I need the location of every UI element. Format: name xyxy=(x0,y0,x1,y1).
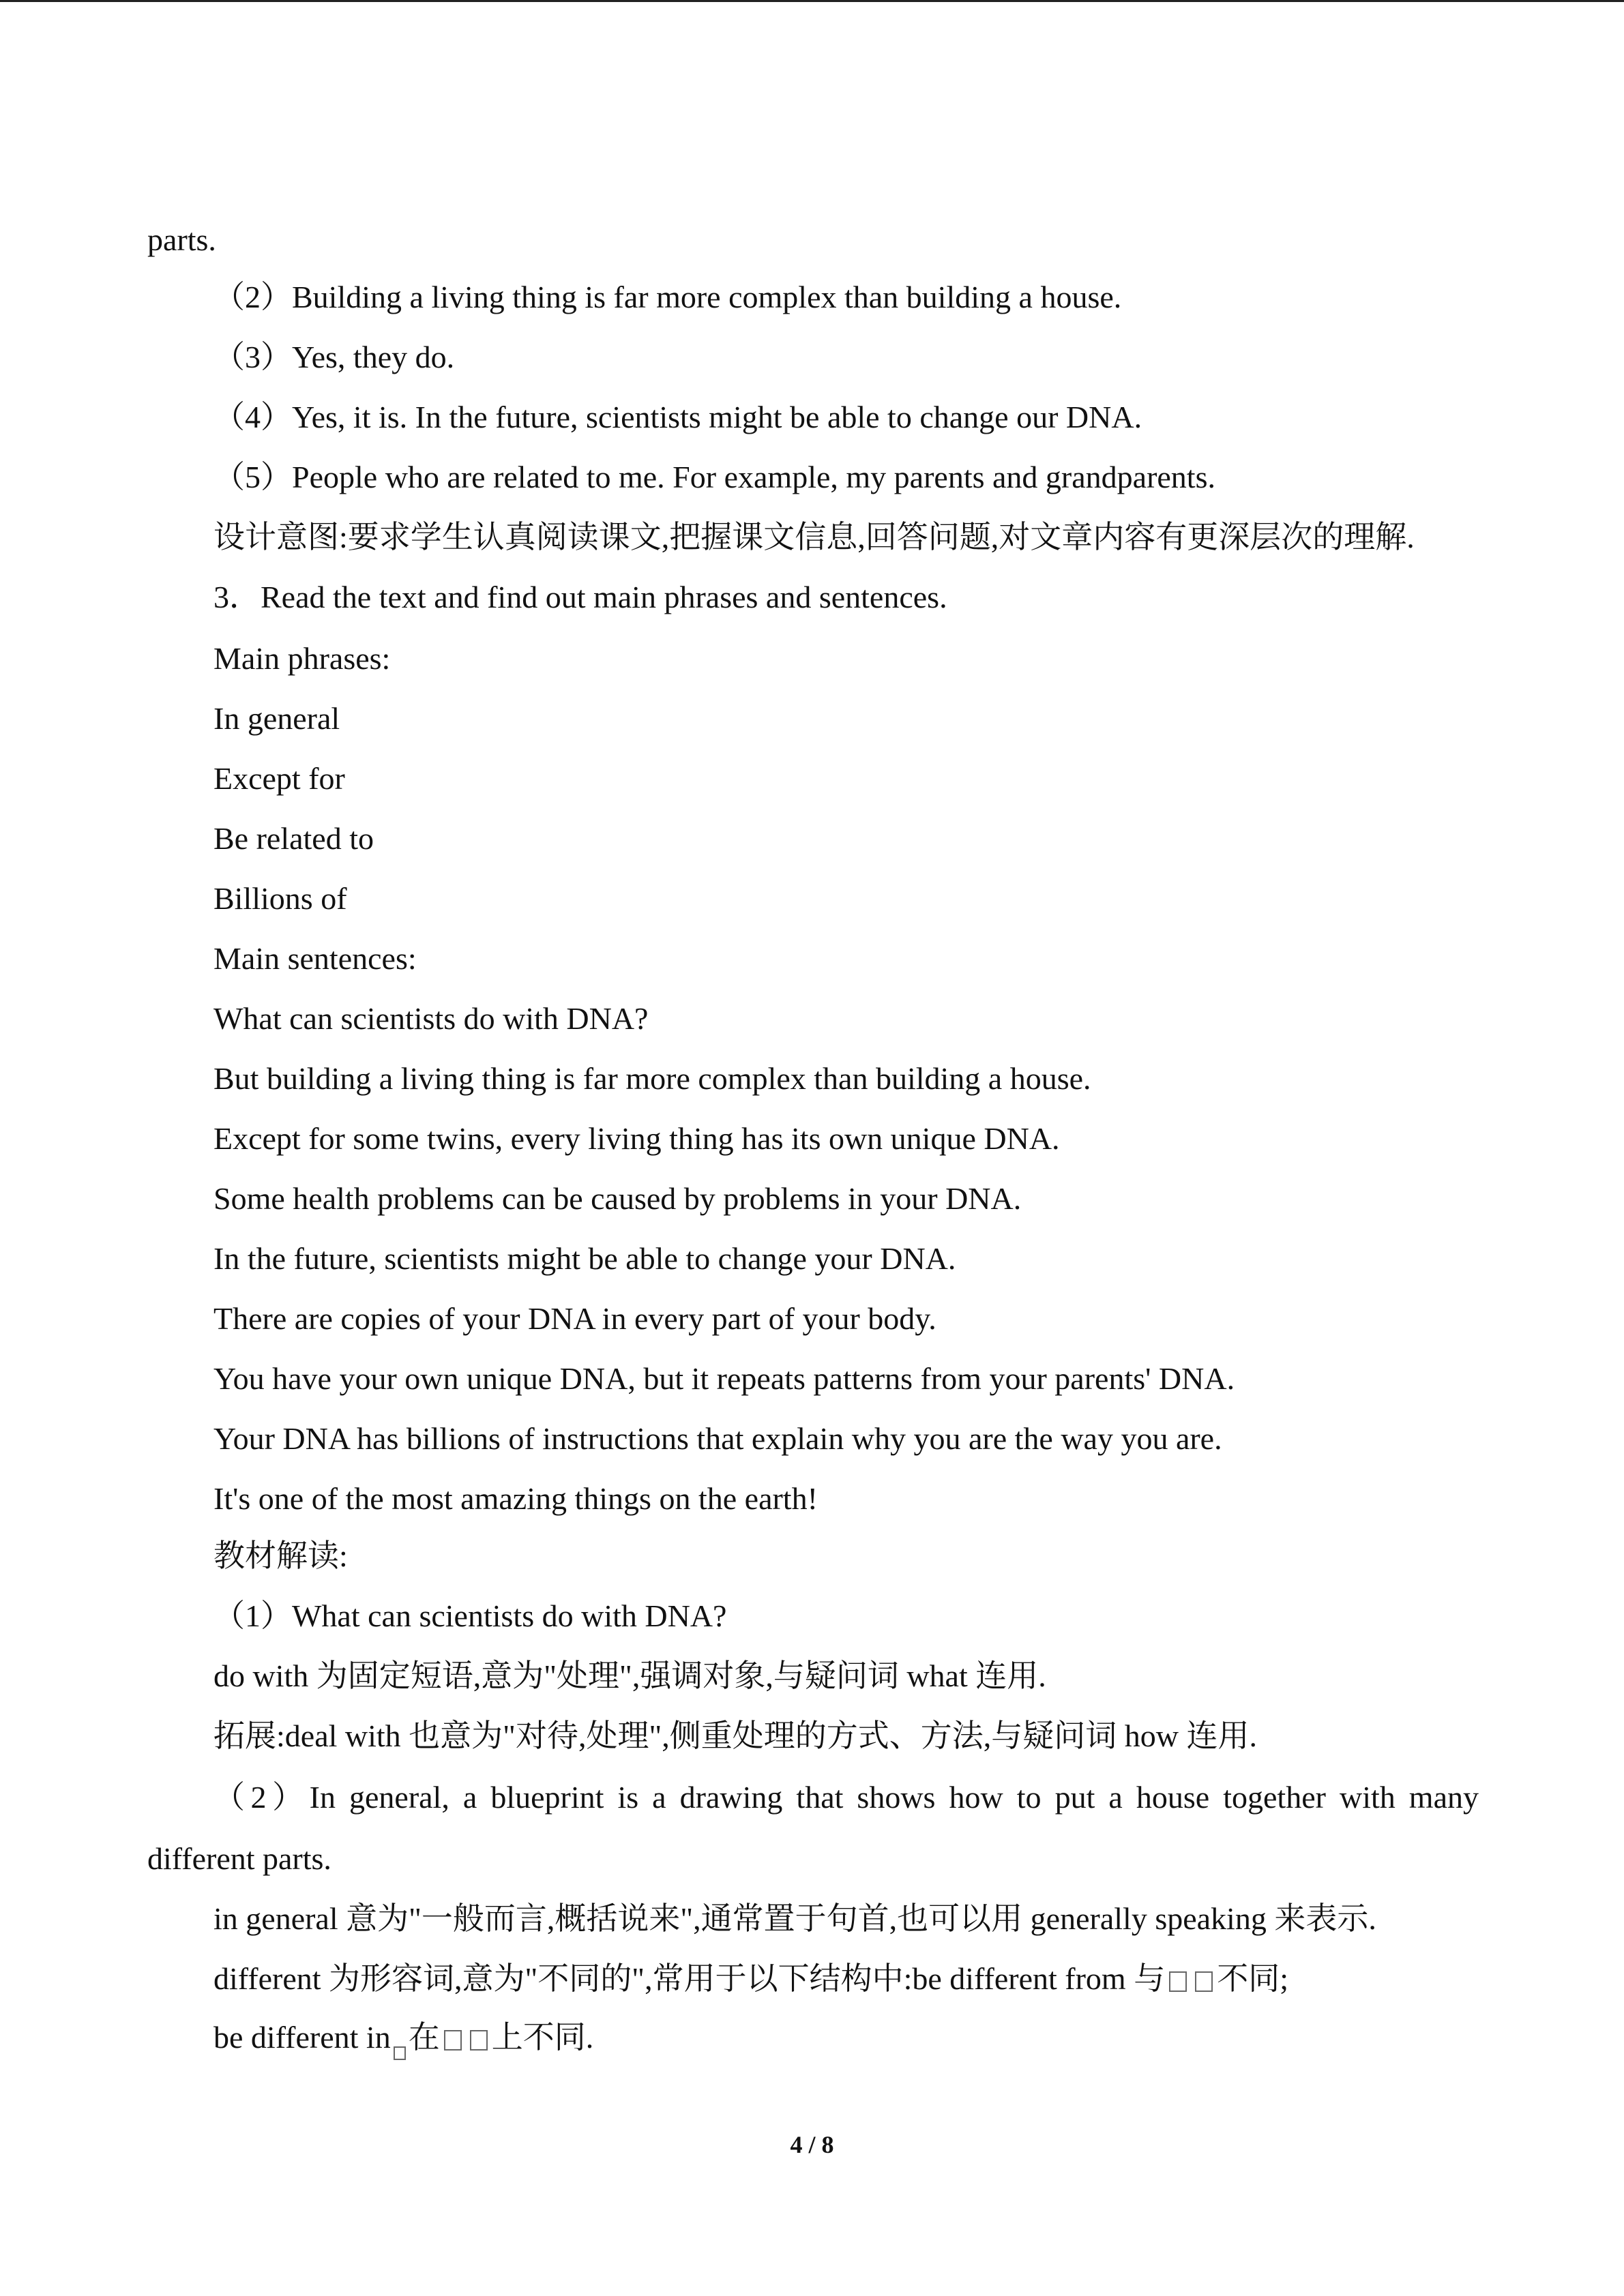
answer-4: （4）Yes, it is. In the future, scientists might be able to change our DNA. xyxy=(213,400,1142,434)
design-intent: 设计意图:要求学生认真阅读课文,把握课文信息,回答问题,对文章内容有更深层次的理解. xyxy=(213,520,1415,554)
phrase-item: Be related to xyxy=(213,821,374,856)
blank-box xyxy=(470,2030,488,2051)
blank-box xyxy=(1195,1971,1213,1992)
text-line-parts: parts. xyxy=(147,222,216,257)
different-in-line xyxy=(213,2017,593,2060)
sentence-item: But building a living thing is far more complex than building a house. xyxy=(213,1061,1091,1096)
blank-box xyxy=(444,2030,462,2051)
sentence-item: You have your own unique DNA, but it repeats patterns from your parents' DNA. xyxy=(213,1361,1235,1396)
different-usage-suffix: 不同; xyxy=(1217,1961,1288,1996)
sentence-item: It's one of the most amazing things on the earth! xyxy=(213,1481,818,1516)
main-phrases-label: Main phrases: xyxy=(213,641,391,676)
sentence-item: Except for some twins, every living thing has its own unique DNA. xyxy=(213,1121,1060,1156)
analysis-extension: 拓展:deal with 也意为"对待,处理",侧重处理的方式、方法,与疑问词 how 连用. xyxy=(213,1718,1257,1753)
section-3-heading: 3．Read the text and find out main phrases and sentences. xyxy=(213,580,947,614)
sentence-item: There are copies of your DNA in every part of your body. xyxy=(213,1301,936,1336)
answer-2: （2）Building a living thing is far more complex than building a house. xyxy=(213,280,1122,314)
blank-box xyxy=(1169,1971,1187,1992)
analysis-item-2-continued: different parts. xyxy=(147,1841,331,1876)
answer-3: （3）Yes, they do. xyxy=(213,340,455,374)
sentence-item: In the future, scientists might be able to change your DNA. xyxy=(213,1241,956,1276)
phrase-item: Billions of xyxy=(213,881,347,916)
analysis-note: in general 意为"一般而言,概括说来",通常置于句首,也可以用 generally speaking 来表示. xyxy=(213,1901,1376,1936)
page-number: 4 / 8 xyxy=(790,2131,834,2158)
top-border xyxy=(0,0,1624,2)
blank-box xyxy=(394,2046,406,2060)
different-usage-text: different 为形容词,意为"不同的",常用于以下结构中:be different from 与 xyxy=(213,1961,1166,1996)
sentence-item: Your DNA has billions of instructions that explain why you are the way you are. xyxy=(213,1421,1222,1456)
sentence-item: What can scientists do with DNA? xyxy=(213,1001,649,1036)
phrase-item: In general xyxy=(213,701,340,736)
different-in-text: be different in xyxy=(213,2020,391,2055)
sentence-item: Some health problems can be caused by problems in your DNA. xyxy=(213,1181,1022,1216)
different-in-middle: 在 xyxy=(408,2020,440,2055)
different-usage-line xyxy=(213,1958,1288,1999)
phrase-item: Except for xyxy=(213,761,345,796)
different-in-suffix: 上不同. xyxy=(491,2020,594,2055)
textbook-analysis-label: 教材解读: xyxy=(213,1538,348,1573)
analysis-item-1: （1）What can scientists do with DNA? xyxy=(213,1598,727,1633)
main-sentences-label: Main sentences: xyxy=(213,941,417,976)
analysis-item-2: （2）In general, a blueprint is a drawing that shows how to put a house together with many xyxy=(213,1780,1479,1815)
analysis-note: do with 为固定短语,意为"处理",强调对象,与疑问词 what 连用. xyxy=(213,1658,1046,1693)
answer-5: （5）People who are related to me. For example, my parents and grandparents. xyxy=(213,460,1215,494)
